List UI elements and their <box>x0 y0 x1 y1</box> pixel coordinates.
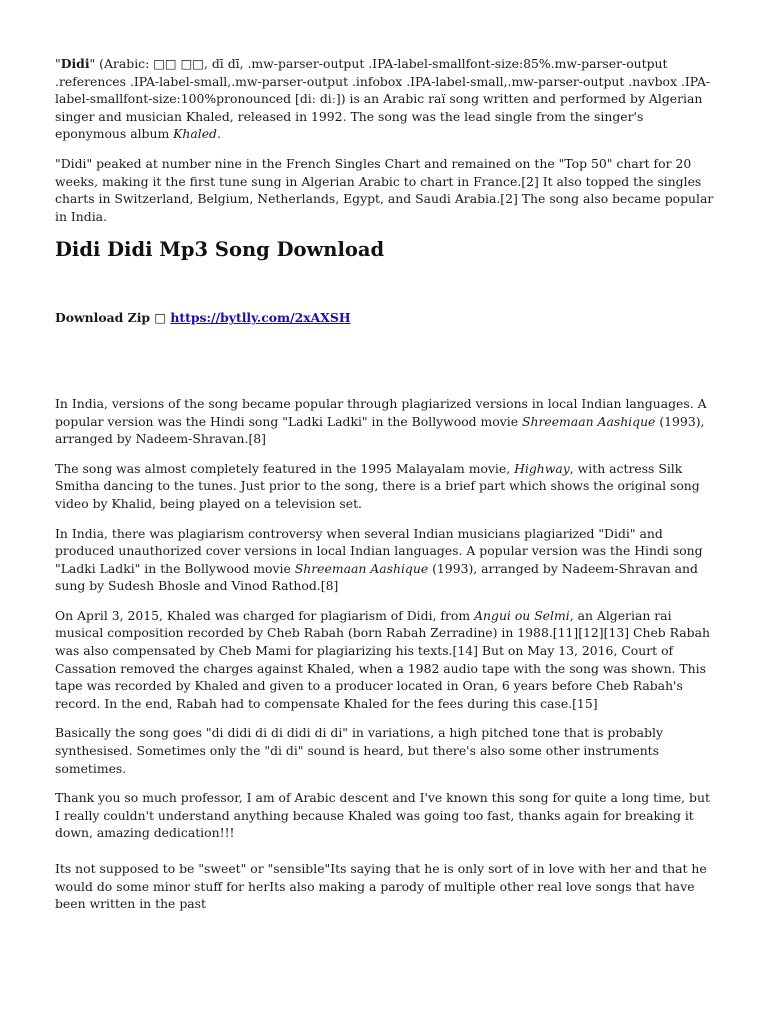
download-label: Download Zip □ <box>55 310 171 326</box>
intro-paragraph-1 <box>55 55 715 143</box>
album-name: Khaled <box>173 126 217 142</box>
song-title-bold: Didi <box>60 56 90 71</box>
paragraph-text: , an Algerian rai musical composition recorded by Cheb Rabah (born Rabah Zerradine) in 1988.[11][12][13] Cheb Rabah was also compensated by Cheb Mami for plagiarizing his texts.[14] But on May 13, 2016, Court of Cassation removed the charges against Khaled, when a 1982 audio tape with the song was shown. This tape was recorded by Khaled and given to a producer located in Oran, 6 years before Cheb Rabah's record. In the end, Rabah had to compensate Khaled for the fees during this case.[15] <box>55 607 710 711</box>
body-paragraph-song-description: Basically the song goes "di didi di di didi di di" in variations, a high pitched tone that is probably synthesised. Sometimes only the "di di" sound is heard, but there's also some other instruments sometimes. <box>55 725 663 776</box>
song-title: Angui ou Selmi <box>474 607 570 623</box>
body-paragraph-india-versions <box>55 395 715 448</box>
body-paragraph-lawsuit <box>55 607 715 713</box>
paragraph-text: (1993), arranged by Nadeem-Shravan and sung by Sudesh Bhosle and Vinod Rathod.[8] <box>55 560 698 594</box>
paragraph-text: In India, versions of the song became popular through plagiarized versions in local Indian languages. A popular version was the Hindi song "Ladki Ladki" in the Bollywood movie <box>55 395 707 429</box>
body-paragraph-plagiarism-india <box>55 525 715 595</box>
body-paragraph-comment-thanks: Thank you so much professor, I am of Arabic descent and I've known this song for quite a long time, but I really couldn't understand anything because Khaled was going too fast, thanks again for breaking it down, amazing dedication!!! <box>55 790 710 841</box>
paragraph-text: In India, there was plagiarism controversy when several Indian musicians plagiarized "Didi" and produced unauthorized cover versions in local Indian languages. A popular version was the Hindi song "Ladki Ladki" in the Bollywood movie <box>55 525 703 576</box>
quote-open: " <box>55 56 61 71</box>
intro-paragraph-1-text: (Arabic: □□ □□, dī dī, .mw-parser-output .IPA-label-smallfont-size:85%.mw-parser-output .references .IPA-label-small,.mw-parser-output .infobox .IPA-label-small,.mw-parser-output .navbox .IPA-label-smallfont-size:100%pronounced [diː diː]) is an Arabic raï song written and performed by Algerian singer and musician Khaled, released in 1992. The song was the lead single from the singer's eponymous album <box>55 56 711 142</box>
movie-title: Shreemaan Aashique <box>294 560 429 576</box>
movie-title: Shreemaan Aashique <box>522 413 656 429</box>
body-paragraph-comment-meaning: Its not supposed to be "sweet" or "sensible"Its saying that he is only sort of in love with her and that he would do some minor stuff for herIts also making a parody of multiple other real love songs that have been written in the past <box>55 861 707 912</box>
paragraph-text: The song was almost completely featured in the 1995 Malayalam movie, <box>55 460 515 476</box>
download-line <box>55 309 715 327</box>
quote-close: " <box>89 56 96 71</box>
movie-title: Highway <box>514 460 570 476</box>
intro-paragraph-1-end: . <box>217 126 221 142</box>
download-link[interactable]: https://bytlly.com/2xAXSH <box>170 310 351 326</box>
paragraph-text: On April 3, 2015, Khaled was charged for plagiarism of Didi, from <box>55 607 475 623</box>
intro-paragraph-2: "Didi" peaked at number nine in the French Singles Chart and remained on the "Top 50" chart for 20 weeks, making it the first tune sung in Algerian Arabic to chart in France.[2] It also topped the singles charts in Switzerland, Belgium, Netherlands, Egypt, and Saudi Arabia.[2] The song also became popular in India. <box>55 155 714 224</box>
page-heading: Didi Didi Mp3 Song Download <box>55 238 385 262</box>
paragraph-text: , with actress Silk Smitha dancing to the tunes. Just prior to the song, there is a brief part which shows the original song video by Khalid, being played on a television set. <box>55 460 700 511</box>
paragraph-text: (1993), arranged by Nadeem-Shravan.[8] <box>55 413 705 447</box>
document-page <box>55 55 715 925</box>
spacer <box>55 327 715 395</box>
body-paragraph-malayalam <box>55 460 715 513</box>
